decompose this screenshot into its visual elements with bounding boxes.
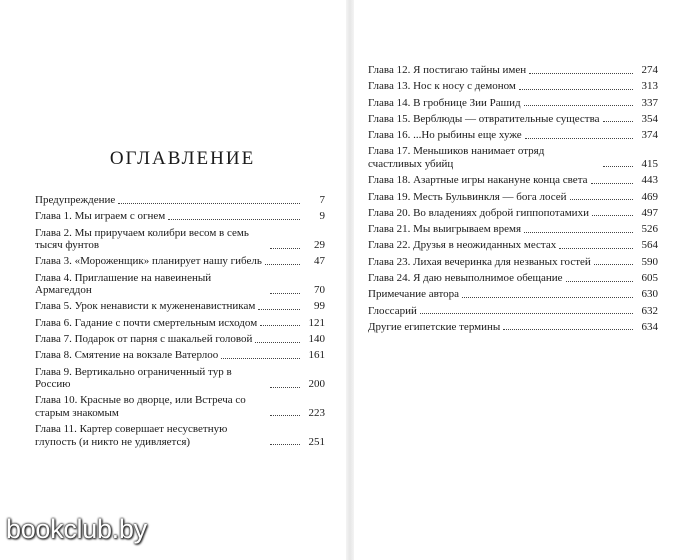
toc-entry-page: 374	[641, 129, 658, 142]
toc-entry	[35, 194, 325, 207]
toc-entry-page: 140	[308, 333, 325, 346]
toc-entry-page: 564	[641, 239, 658, 252]
dot-leader	[270, 444, 300, 445]
dot-leader	[420, 313, 633, 314]
dot-leader	[594, 264, 633, 265]
toc-entry	[368, 321, 658, 334]
toc-entry-title: Глава 23. Лихая вечеринка для незваных гостей	[368, 255, 591, 268]
dot-leader	[221, 358, 300, 359]
toc-entry-title: Глава 10. Красные во дворце, или Встреча со старым знакомым	[35, 394, 246, 419]
toc-entry-page: 223	[308, 406, 325, 419]
toc-left-column	[35, 194, 325, 452]
toc-entry-page: 634	[641, 320, 658, 333]
toc-entry	[368, 174, 658, 187]
toc-entry	[368, 113, 658, 126]
toc-entry-page: 313	[641, 80, 658, 93]
toc-entry-title: Глава 18. Азартные игры накануне конца света	[368, 174, 588, 187]
toc-entry	[35, 210, 325, 223]
toc-entry	[368, 288, 658, 301]
toc-entry-page: 200	[308, 378, 325, 391]
dot-leader	[118, 203, 300, 204]
toc-entry-page: 497	[641, 206, 658, 219]
toc-entry	[35, 366, 325, 391]
dot-leader	[260, 325, 300, 326]
toc-entry-page: 9	[319, 210, 325, 223]
toc-entry	[368, 207, 658, 220]
toc-entry-title: Глава 3. «Мороженщик» планирует нашу гибель	[35, 255, 262, 268]
toc-entry-page: 29	[314, 239, 325, 252]
toc-entry-title: Глава 17. Меньшиков нанимает отряд счастливых убийц	[368, 145, 545, 170]
dot-leader	[603, 121, 634, 122]
toc-entry-page: 274	[641, 64, 658, 76]
toc-entry	[368, 97, 658, 110]
toc-entry-title: Глава 9. Вертикально ограниченный тур в Россию	[35, 365, 232, 391]
toc-entry-page: 121	[308, 316, 325, 329]
dot-leader	[519, 89, 633, 90]
toc-entry-page: 47	[314, 255, 325, 268]
dot-leader	[525, 138, 633, 139]
toc-entry	[35, 423, 325, 448]
dot-leader	[503, 329, 633, 330]
toc-entry	[368, 145, 658, 170]
toc-entry	[35, 255, 325, 268]
dot-leader	[168, 219, 300, 220]
toc-entry	[368, 305, 658, 318]
toc-entry-title: Глава 20. Во владениях доброй гиппопотамихи	[368, 206, 589, 219]
toc-entry-title: Глоссарий	[368, 304, 417, 317]
toc-entry-title: Глава 12. Я постигаю тайны имен	[368, 64, 527, 76]
toc-entry-page: 632	[641, 304, 658, 317]
toc-entry-page: 469	[641, 190, 658, 203]
dot-leader	[270, 387, 300, 388]
dot-leader	[270, 415, 300, 416]
toc-entry	[368, 64, 658, 77]
toc-entry-page: 354	[641, 112, 658, 125]
toc-entry	[368, 239, 658, 252]
toc-entry-title: Глава 5. Урок ненависти к мужененавистникам	[35, 300, 256, 313]
toc-entry-page: 526	[641, 223, 658, 236]
toc-entry-title: Глава 1. Мы играем с огнем	[35, 210, 166, 223]
toc-right-column	[368, 64, 658, 337]
toc-entry	[35, 272, 325, 297]
dot-leader	[265, 264, 300, 265]
dot-leader	[570, 199, 633, 200]
toc-entry-title: Примечание автора	[368, 288, 460, 301]
toc-entry-title: Другие египетские термины	[368, 320, 501, 333]
toc-entry-title: Глава 11. Картер совершает несусветную глупость (и никто не удивляется)	[35, 423, 228, 448]
toc-entry-title: Глава 7. Подарок от парня с шакальей головой	[35, 333, 253, 346]
toc-entry-title: Глава 8. Смятение на вокзале Ватерлоо	[35, 349, 219, 362]
dot-leader	[592, 215, 633, 216]
page-title: ОГЛАВЛЕНИЕ	[109, 148, 256, 169]
toc-entry-title: Глава 2. Мы приручаем колибри весом в семь тысяч фунтов	[35, 226, 249, 252]
dot-leader	[258, 309, 300, 310]
toc-entry-page: 161	[308, 349, 325, 362]
dot-leader	[591, 183, 633, 184]
toc-entry	[35, 349, 325, 362]
dot-leader	[603, 166, 633, 167]
toc-entry-title: Глава 22. Друзья в неожиданных местах	[368, 239, 557, 252]
dot-leader	[566, 281, 633, 282]
toc-entry-page: 70	[314, 284, 325, 297]
toc-entry	[35, 394, 325, 419]
toc-entry-title: Глава 16. ...Но рыбины еще хуже	[368, 129, 522, 142]
toc-entry-title: Глава 4. Приглашение на навеиненый Армагеддон	[35, 271, 212, 297]
toc-entry-page: 7	[319, 194, 325, 206]
book-gutter	[346, 0, 354, 560]
toc-entry-page: 415	[641, 157, 658, 170]
toc-entry-page: 605	[641, 272, 658, 285]
toc-entry-page: 443	[641, 174, 658, 187]
toc-entry-title: Глава 15. Верблюды — отвратительные существа	[368, 112, 600, 125]
toc-entry-page: 251	[308, 435, 325, 448]
toc-entry	[368, 256, 658, 269]
toc-entry	[368, 80, 658, 93]
toc-entry	[368, 129, 658, 142]
dot-leader	[270, 293, 300, 294]
toc-entry	[35, 333, 325, 346]
toc-entry	[35, 227, 325, 252]
dot-leader	[524, 105, 633, 106]
toc-entry-title: Глава 13. Нос к носу с демоном	[368, 80, 516, 93]
dot-leader	[529, 73, 633, 74]
toc-entry	[368, 272, 658, 285]
toc-entry-title: Глава 6. Гадание с почти смертельным исходом	[35, 316, 258, 329]
dot-leader	[255, 342, 300, 343]
toc-entry	[368, 223, 658, 236]
toc-entry-title: Глава 19. Месть Бульвинкля — бога лосей	[368, 190, 567, 203]
toc-entry-page: 99	[314, 300, 325, 313]
toc-entry-title: Глава 24. Я даю невыполнимое обещание	[368, 272, 563, 285]
toc-entry	[35, 317, 325, 330]
toc-entry-title: Глава 21. Мы выигрываем время	[368, 223, 522, 236]
dot-leader	[462, 297, 633, 298]
toc-entry-title: Глава 14. В гробнице Зии Рашид	[368, 96, 521, 109]
dot-leader	[524, 232, 633, 233]
toc-entry-title: Предупреждение	[35, 194, 116, 206]
toc-entry-page: 337	[641, 96, 658, 109]
toc-entry	[368, 191, 658, 204]
toc-entry	[35, 300, 325, 313]
watermark-logo: bookclub.by	[6, 514, 147, 544]
dot-leader	[270, 248, 300, 249]
dot-leader	[559, 248, 633, 249]
toc-entry-page: 630	[641, 288, 658, 301]
toc-entry-page: 590	[641, 255, 658, 268]
